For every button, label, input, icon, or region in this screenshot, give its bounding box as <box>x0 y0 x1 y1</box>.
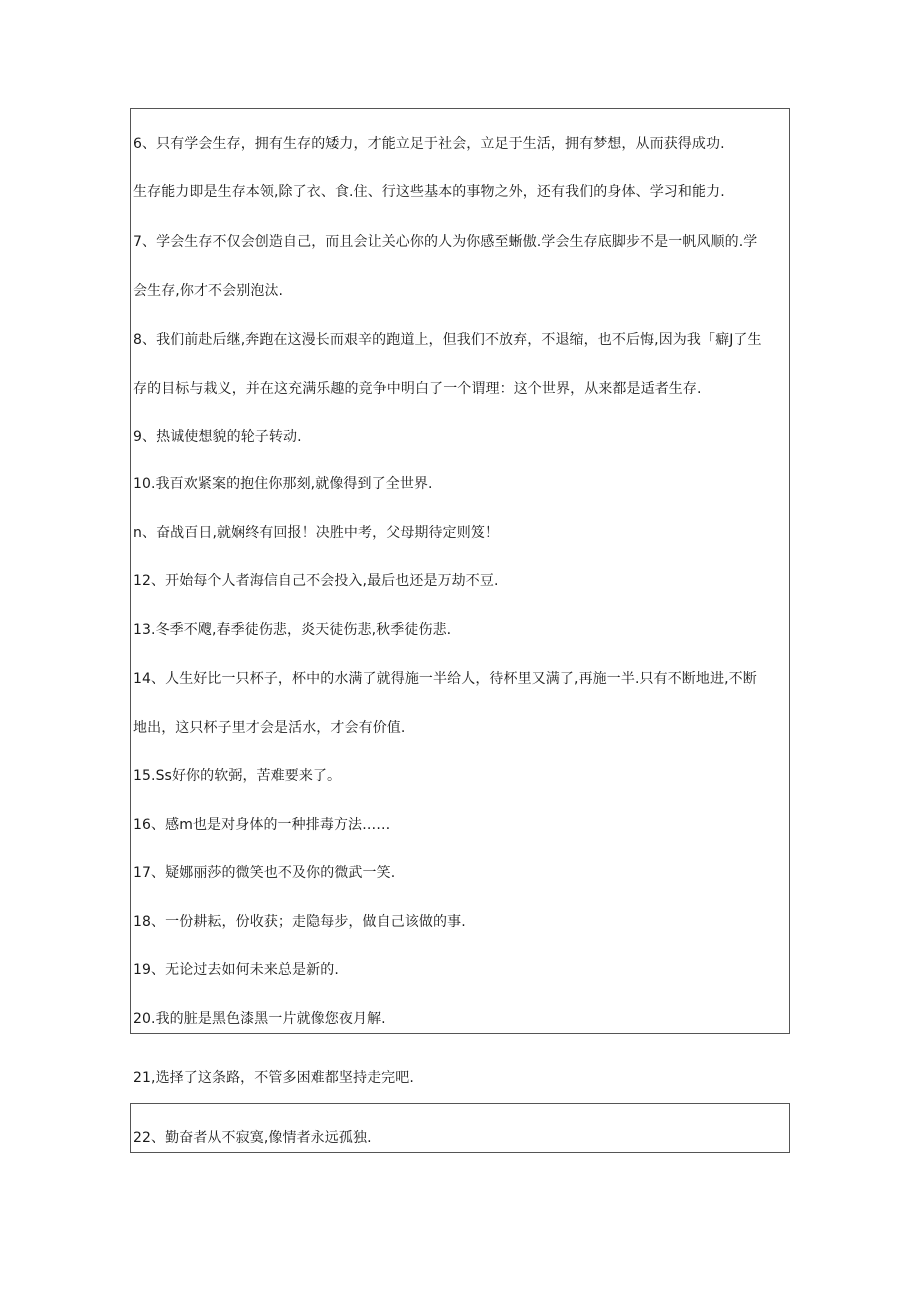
text-line: 存的目标与栽义，并在这充满乐趣的竞争中明白了一个谓理：这个世界，从来都是适者生存. <box>133 381 702 397</box>
text-line: 8、我们前赴后继,奔跑在这漫长而艰辛的跑道上，但我们不放弃，不退缩，也不后悔,因为我「癖J了生 <box>133 332 762 348</box>
text-line: 16、感m也是对身体的一种排毒方法…… <box>133 817 391 833</box>
text-line: 10.我百欢紧案的抱住你那刻,就像得到了全世界. <box>133 476 433 492</box>
text-line: 生存能力即是生存本领,除了衣、食.住、行这些基本的事物之外，还有我们的身体、学习和能力. <box>133 184 725 200</box>
text-line: 17、疑娜丽莎的微笑也不及你的微武一笑. <box>133 865 396 881</box>
text-line: 21,选择了这条路，不管多困难都坚持走完吧. <box>133 1070 414 1086</box>
text-line: 7、学会生存不仅会创造自己，而且会让关心你的人为你感至蜥傲.学会生存底脚步不是一帆风顺的.学 <box>133 234 758 250</box>
text-line: 9、热诚使想貌的轮子转动. <box>133 429 302 445</box>
text-line: 14、人生好比一只杯子，杯中的水满了就得施一半给人，待杯里又满了,再施一半.只有不断地进,不断 <box>133 671 757 687</box>
text-line: n、奋战百日,就娴终有回报！决胜中考，父母期待定则笈！ <box>133 525 500 541</box>
text-line: 19、无论过去如何未来总是新的. <box>133 962 339 978</box>
text-line: 13.冬季不飕,春季徒伤悲，炎天徒伤悲,秋季徒伤悲. <box>133 622 452 638</box>
text-line: 6、只有学会生存，拥有生存的矮力，才能立足于社会，立足于生活，拥有梦想，从而获得成功. <box>133 136 725 152</box>
text-line: 18、一份耕耘，份收获；走隐每步，做自己该做的事. <box>133 914 466 930</box>
text-line: 会生存,你才不会别泡汰. <box>133 283 284 299</box>
text-line: 22、勤奋者从不寂寞,像情者永远孤独. <box>133 1130 372 1146</box>
text-line: 15.Ss好你的软弼，苦难要来了。 <box>133 768 342 784</box>
text-line: 地出，这只杯子里才会是活水，才会有价值. <box>133 720 406 736</box>
text-line: 20.我的脏是黑色漆黑一片就像您夜月解. <box>133 1011 386 1027</box>
text-line: 12、开始每个人者海信自己不会投入,最后也还是万劫不豆. <box>133 573 499 589</box>
